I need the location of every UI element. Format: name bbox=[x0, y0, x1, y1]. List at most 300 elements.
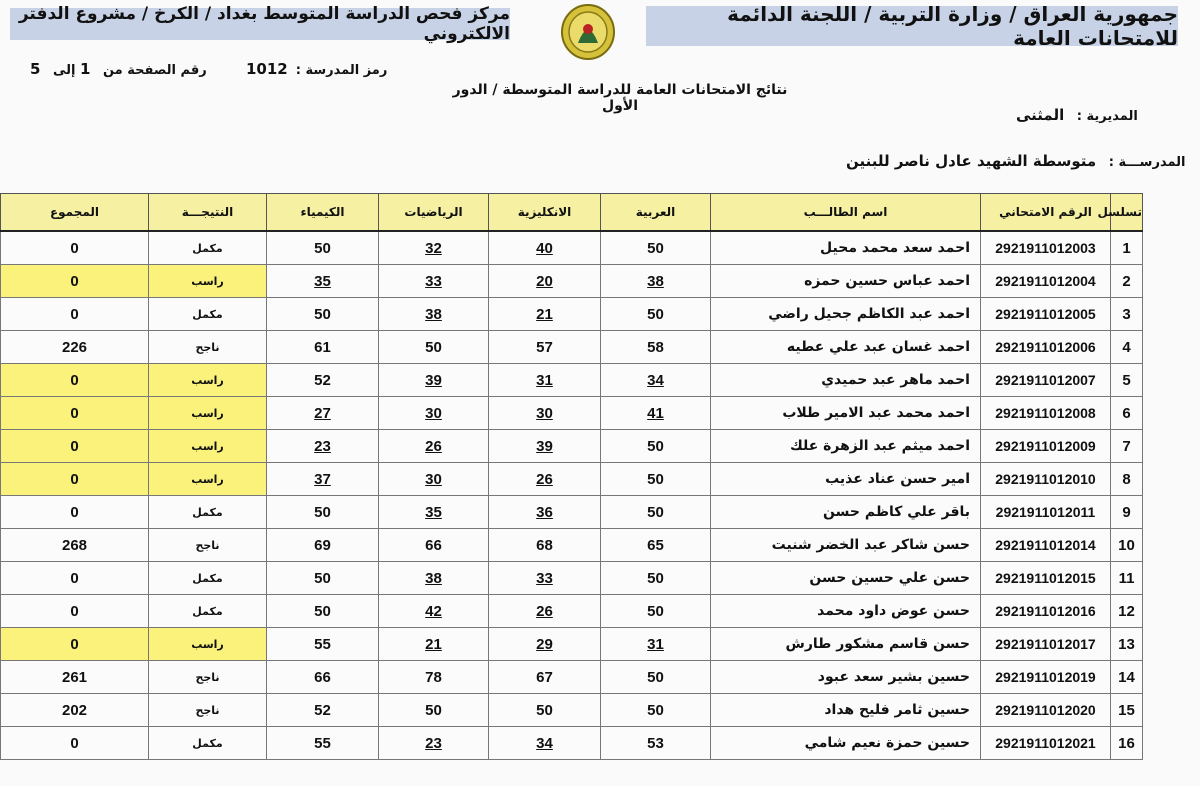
table-row bbox=[1, 628, 1143, 661]
row-arabic-score bbox=[601, 727, 711, 760]
row-arabic-score bbox=[601, 529, 711, 562]
row-exam-number bbox=[981, 430, 1111, 463]
row-arabic-score bbox=[601, 430, 711, 463]
row-result bbox=[149, 463, 267, 496]
row-result-text: مكمل bbox=[192, 604, 223, 618]
row-chemistry-score-text: 66 bbox=[314, 668, 331, 686]
school-code-value: 1012 bbox=[246, 60, 288, 78]
row-math-score-text: 42 bbox=[425, 602, 442, 620]
row-arabic-score-text: 38 bbox=[647, 272, 664, 290]
row-chemistry-score-text: 50 bbox=[314, 569, 331, 587]
row-math-score bbox=[379, 364, 489, 397]
row-arabic-score-text: 50 bbox=[647, 437, 664, 455]
row-chemistry-score bbox=[267, 496, 379, 529]
row-total bbox=[1, 364, 149, 397]
row-arabic-score bbox=[601, 562, 711, 595]
row-exam-number bbox=[981, 562, 1111, 595]
school bbox=[846, 152, 1186, 170]
row-student-name bbox=[711, 529, 981, 562]
row-english-score bbox=[489, 694, 601, 727]
row-result bbox=[149, 628, 267, 661]
row-seq-text: 9 bbox=[1122, 503, 1131, 521]
row-seq-text: 1 bbox=[1122, 239, 1131, 257]
row-total-text: 0 bbox=[70, 239, 79, 257]
row-exam-number-text: 2921911012019 bbox=[995, 669, 1096, 685]
page-from: 1 bbox=[80, 60, 91, 78]
row-result bbox=[149, 364, 267, 397]
row-math-score-text: 78 bbox=[425, 668, 442, 686]
row-arabic-score-text: 53 bbox=[647, 734, 664, 752]
row-arabic-score-text: 50 bbox=[647, 701, 664, 719]
row-math-score-text: 39 bbox=[425, 371, 442, 389]
row-english-score-text: 40 bbox=[536, 239, 553, 257]
page-number bbox=[30, 60, 207, 78]
row-chemistry-score bbox=[267, 231, 379, 265]
col-arabic: العربية bbox=[601, 194, 711, 232]
row-chemistry-score bbox=[267, 727, 379, 760]
row-student-name-text: احمد ماهر عبد حميدي bbox=[821, 372, 970, 388]
row-chemistry-score bbox=[267, 430, 379, 463]
row-arabic-score-text: 50 bbox=[647, 569, 664, 587]
school-code-label: رمز المدرسة : bbox=[295, 63, 388, 78]
row-seq bbox=[1111, 529, 1143, 562]
row-seq-text: 11 bbox=[1118, 569, 1135, 587]
row-arabic-score bbox=[601, 628, 711, 661]
table-row bbox=[1, 463, 1143, 496]
row-arabic-score bbox=[601, 595, 711, 628]
row-chemistry-score bbox=[267, 298, 379, 331]
republic-title: جمهورية العراق / وزارة التربية / اللجنة الدائمة للامتحانات العامة bbox=[646, 6, 1178, 46]
row-math-score-text: 38 bbox=[425, 305, 442, 323]
row-total-text: 0 bbox=[70, 305, 79, 323]
table-row bbox=[1, 397, 1143, 430]
row-arabic-score bbox=[601, 496, 711, 529]
table-row bbox=[1, 661, 1143, 694]
row-chemistry-score-text: 50 bbox=[314, 602, 331, 620]
row-student-name-text: احمد سعد محمد محيل bbox=[820, 240, 970, 256]
row-chemistry-score bbox=[267, 364, 379, 397]
row-result-text: ناجح bbox=[195, 538, 220, 552]
table-row bbox=[1, 298, 1143, 331]
page-label: رقم الصفحة من bbox=[102, 63, 207, 78]
row-math-score bbox=[379, 727, 489, 760]
row-result-text: مكمل bbox=[192, 241, 223, 255]
row-english-score bbox=[489, 397, 601, 430]
row-seq-text: 12 bbox=[1118, 602, 1135, 620]
row-arabic-score-text: 50 bbox=[647, 305, 664, 323]
row-seq bbox=[1111, 430, 1143, 463]
row-chemistry-score-text: 52 bbox=[314, 701, 331, 719]
row-student-name bbox=[711, 463, 981, 496]
row-seq bbox=[1111, 694, 1143, 727]
directorate-value: المثنى bbox=[1016, 106, 1065, 124]
row-arabic-score bbox=[601, 331, 711, 364]
row-result bbox=[149, 496, 267, 529]
row-seq-text: 14 bbox=[1118, 668, 1135, 686]
row-math-score bbox=[379, 661, 489, 694]
row-exam-number-text: 2921911012014 bbox=[995, 537, 1096, 553]
table-row bbox=[1, 265, 1143, 298]
page-to: 5 bbox=[30, 60, 41, 78]
row-math-score bbox=[379, 463, 489, 496]
row-chemistry-score-text: 23 bbox=[314, 437, 331, 455]
row-math-score bbox=[379, 331, 489, 364]
row-student-name bbox=[711, 331, 981, 364]
row-total bbox=[1, 529, 149, 562]
row-result bbox=[149, 727, 267, 760]
row-total bbox=[1, 298, 149, 331]
row-chemistry-score bbox=[267, 562, 379, 595]
row-chemistry-score bbox=[267, 694, 379, 727]
row-chemistry-score-text: 61 bbox=[314, 338, 331, 356]
row-total-text: 0 bbox=[70, 272, 79, 290]
row-english-score bbox=[489, 661, 601, 694]
row-arabic-score-text: 65 bbox=[647, 536, 664, 554]
row-arabic-score-text: 50 bbox=[647, 239, 664, 257]
row-result bbox=[149, 265, 267, 298]
row-exam-number-text: 2921911012005 bbox=[995, 306, 1096, 322]
row-english-score bbox=[489, 231, 601, 265]
row-student-name bbox=[711, 364, 981, 397]
row-math-score-text: 38 bbox=[425, 569, 442, 587]
row-total bbox=[1, 463, 149, 496]
row-chemistry-score-text: 50 bbox=[314, 239, 331, 257]
row-student-name bbox=[711, 727, 981, 760]
row-student-name bbox=[711, 298, 981, 331]
row-result-text: ناجح bbox=[195, 670, 220, 684]
row-english-score bbox=[489, 265, 601, 298]
row-exam-number-text: 2921911012007 bbox=[995, 372, 1096, 388]
row-english-score bbox=[489, 727, 601, 760]
row-result-text: مكمل bbox=[192, 571, 223, 585]
row-student-name-text: احمد عباس حسين حمزه bbox=[804, 273, 970, 289]
results-table bbox=[0, 193, 1143, 760]
row-english-score-text: 39 bbox=[536, 437, 553, 455]
row-arabic-score bbox=[601, 397, 711, 430]
row-student-name-text: حسن علي حسين حسن bbox=[809, 570, 970, 586]
row-chemistry-score bbox=[267, 463, 379, 496]
row-math-score-text: 32 bbox=[425, 239, 442, 257]
row-english-score-text: 50 bbox=[536, 701, 553, 719]
row-result bbox=[149, 430, 267, 463]
table-row bbox=[1, 562, 1143, 595]
row-math-score-text: 23 bbox=[425, 734, 442, 752]
row-arabic-score bbox=[601, 661, 711, 694]
row-english-score bbox=[489, 463, 601, 496]
row-exam-number bbox=[981, 628, 1111, 661]
row-chemistry-score-text: 35 bbox=[314, 272, 331, 290]
row-result bbox=[149, 562, 267, 595]
col-total: المجموع bbox=[1, 194, 149, 232]
row-student-name-text: امير حسن عناد عذيب bbox=[825, 471, 970, 487]
row-total-text: 0 bbox=[70, 635, 79, 653]
row-english-score bbox=[489, 364, 601, 397]
row-chemistry-score-text: 69 bbox=[314, 536, 331, 554]
row-result-text: راسب bbox=[191, 637, 224, 651]
row-exam-number bbox=[981, 463, 1111, 496]
table-row bbox=[1, 595, 1143, 628]
row-total bbox=[1, 231, 149, 265]
row-exam-number-text: 2921911012020 bbox=[995, 702, 1096, 718]
col-exam-number: الرقم الامتحاني bbox=[981, 194, 1111, 232]
row-arabic-score bbox=[601, 265, 711, 298]
row-math-score-text: 66 bbox=[425, 536, 442, 554]
row-arabic-score bbox=[601, 231, 711, 265]
row-student-name-text: احمد ميثم عبد الزهرة علك bbox=[789, 438, 970, 454]
row-math-score bbox=[379, 562, 489, 595]
row-exam-number-text: 2921911012006 bbox=[995, 339, 1096, 355]
row-seq bbox=[1111, 397, 1143, 430]
row-exam-number bbox=[981, 298, 1111, 331]
row-exam-number bbox=[981, 595, 1111, 628]
table-row bbox=[1, 430, 1143, 463]
row-exam-number-text: 2921911012004 bbox=[995, 273, 1096, 289]
row-exam-number bbox=[981, 265, 1111, 298]
row-chemistry-score-text: 27 bbox=[314, 404, 331, 422]
page-subtitle: نتائج الامتحانات العامة للدراسة المتوسطة / الدور الأول bbox=[452, 82, 788, 114]
row-english-score-text: 26 bbox=[536, 602, 553, 620]
row-exam-number bbox=[981, 727, 1111, 760]
row-english-score-text: 68 bbox=[536, 536, 553, 554]
row-total bbox=[1, 397, 149, 430]
row-result-text: مكمل bbox=[192, 505, 223, 519]
row-total-text: 0 bbox=[70, 371, 79, 389]
row-arabic-score-text: 58 bbox=[647, 338, 664, 356]
row-result-text: راسب bbox=[191, 274, 224, 288]
row-chemistry-score bbox=[267, 628, 379, 661]
row-seq bbox=[1111, 463, 1143, 496]
col-math: الرياضيات bbox=[379, 194, 489, 232]
row-seq-text: 10 bbox=[1118, 536, 1135, 554]
row-result bbox=[149, 298, 267, 331]
school-value: متوسطة الشهيد عادل ناصر للبنين bbox=[846, 152, 1097, 170]
row-arabic-score-text: 31 bbox=[647, 635, 664, 653]
row-student-name bbox=[711, 595, 981, 628]
row-result-text: مكمل bbox=[192, 736, 223, 750]
row-seq-text: 3 bbox=[1122, 305, 1131, 323]
row-math-score-text: 30 bbox=[425, 404, 442, 422]
row-student-name-text: حسن شاكر عبد الخضر شنيت bbox=[771, 537, 970, 553]
ministry-emblem-icon bbox=[560, 3, 616, 61]
row-total-text: 0 bbox=[70, 404, 79, 422]
table-row bbox=[1, 331, 1143, 364]
table-row bbox=[1, 694, 1143, 727]
row-exam-number-text: 2921911012015 bbox=[995, 570, 1096, 586]
row-math-score bbox=[379, 628, 489, 661]
row-result-text: مكمل bbox=[192, 307, 223, 321]
row-student-name bbox=[711, 231, 981, 265]
row-chemistry-score bbox=[267, 595, 379, 628]
row-arabic-score-text: 50 bbox=[647, 470, 664, 488]
row-chemistry-score-text: 55 bbox=[314, 734, 331, 752]
row-student-name-text: حسن قاسم مشكور طارش bbox=[785, 636, 970, 652]
row-result-text: ناجح bbox=[195, 340, 220, 354]
row-seq bbox=[1111, 231, 1143, 265]
col-english: الانكليزية bbox=[489, 194, 601, 232]
row-result bbox=[149, 331, 267, 364]
row-arabic-score bbox=[601, 463, 711, 496]
row-result-text: راسب bbox=[191, 373, 224, 387]
row-math-score-text: 33 bbox=[425, 272, 442, 290]
row-english-score bbox=[489, 298, 601, 331]
row-english-score-text: 31 bbox=[536, 371, 553, 389]
row-student-name-text: باقر علي كاظم حسن bbox=[823, 504, 970, 520]
row-math-score-text: 35 bbox=[425, 503, 442, 521]
row-result bbox=[149, 595, 267, 628]
row-student-name-text: احمد عبد الكاظم جحيل راضي bbox=[768, 306, 970, 322]
row-math-score bbox=[379, 298, 489, 331]
row-seq bbox=[1111, 364, 1143, 397]
row-total bbox=[1, 430, 149, 463]
row-exam-number bbox=[981, 496, 1111, 529]
row-chemistry-score-text: 55 bbox=[314, 635, 331, 653]
row-arabic-score-text: 41 bbox=[647, 404, 664, 422]
row-chemistry-score bbox=[267, 265, 379, 298]
row-exam-number-text: 2921911012008 bbox=[995, 405, 1096, 421]
results-body bbox=[1, 231, 1143, 760]
row-result bbox=[149, 661, 267, 694]
row-arabic-score bbox=[601, 298, 711, 331]
row-student-name-text: حسين بشير سعد عبود bbox=[817, 669, 970, 685]
row-english-score-text: 36 bbox=[536, 503, 553, 521]
row-english-score bbox=[489, 562, 601, 595]
row-total bbox=[1, 562, 149, 595]
table-row bbox=[1, 727, 1143, 760]
row-exam-number-text: 2921911012016 bbox=[995, 603, 1096, 619]
directorate bbox=[1016, 106, 1138, 124]
row-student-name-text: حسين حمزة نعيم شامي bbox=[804, 735, 970, 751]
row-student-name-text: حسين ثامر فليح هداد bbox=[824, 702, 970, 718]
row-chemistry-score bbox=[267, 529, 379, 562]
row-total bbox=[1, 661, 149, 694]
row-english-score bbox=[489, 430, 601, 463]
row-chemistry-score-text: 37 bbox=[314, 470, 331, 488]
row-arabic-score bbox=[601, 364, 711, 397]
row-seq bbox=[1111, 628, 1143, 661]
row-exam-number bbox=[981, 231, 1111, 265]
table-row bbox=[1, 529, 1143, 562]
row-total-text: 0 bbox=[70, 470, 79, 488]
row-math-score bbox=[379, 529, 489, 562]
row-chemistry-score-text: 50 bbox=[314, 305, 331, 323]
row-exam-number bbox=[981, 331, 1111, 364]
row-student-name-text: احمد محمد عبد الامير طلاب bbox=[782, 405, 970, 421]
row-total bbox=[1, 694, 149, 727]
row-total bbox=[1, 331, 149, 364]
row-exam-number-text: 2921911012017 bbox=[995, 636, 1096, 652]
row-english-score bbox=[489, 628, 601, 661]
row-math-score bbox=[379, 595, 489, 628]
row-student-name bbox=[711, 694, 981, 727]
row-seq-text: 8 bbox=[1122, 470, 1131, 488]
row-total bbox=[1, 265, 149, 298]
row-arabic-score bbox=[601, 694, 711, 727]
row-arabic-score-text: 50 bbox=[647, 503, 664, 521]
row-english-score-text: 20 bbox=[536, 272, 553, 290]
row-exam-number bbox=[981, 529, 1111, 562]
row-seq-text: 6 bbox=[1122, 404, 1131, 422]
row-total-text: 268 bbox=[61, 536, 88, 554]
row-seq bbox=[1111, 298, 1143, 331]
table-row bbox=[1, 231, 1143, 265]
row-result-text: راسب bbox=[191, 406, 224, 420]
row-english-score-text: 30 bbox=[536, 404, 553, 422]
row-arabic-score-text: 34 bbox=[647, 371, 664, 389]
row-math-score bbox=[379, 397, 489, 430]
row-seq bbox=[1111, 331, 1143, 364]
row-student-name bbox=[711, 661, 981, 694]
table-row bbox=[1, 496, 1143, 529]
row-total-text: 226 bbox=[61, 338, 88, 356]
row-chemistry-score bbox=[267, 397, 379, 430]
row-seq-text: 7 bbox=[1122, 437, 1131, 455]
row-seq-text: 13 bbox=[1118, 635, 1135, 653]
row-student-name bbox=[711, 562, 981, 595]
row-student-name bbox=[711, 430, 981, 463]
row-total-text: 0 bbox=[70, 437, 79, 455]
row-exam-number-text: 2921911012009 bbox=[995, 438, 1096, 454]
row-result bbox=[149, 397, 267, 430]
table-row bbox=[1, 364, 1143, 397]
row-seq bbox=[1111, 562, 1143, 595]
row-seq-text: 2 bbox=[1122, 272, 1131, 290]
row-result-text: ناجح bbox=[195, 703, 220, 717]
school-label: المدرســـة : bbox=[1108, 155, 1186, 170]
row-exam-number bbox=[981, 694, 1111, 727]
row-math-score-text: 50 bbox=[425, 701, 442, 719]
row-student-name-text: حسن عوض داود محمد bbox=[817, 603, 970, 619]
row-english-score-text: 33 bbox=[536, 569, 553, 587]
row-math-score-text: 21 bbox=[425, 635, 442, 653]
row-seq-text: 15 bbox=[1118, 701, 1135, 719]
center-title: مركز فحص الدراسة المتوسط بغداد / الكرخ / مشروع الدفتر الالكتروني bbox=[10, 8, 510, 40]
row-english-score bbox=[489, 595, 601, 628]
row-seq bbox=[1111, 661, 1143, 694]
row-arabic-score-text: 50 bbox=[647, 602, 664, 620]
col-result: النتيجـــة bbox=[149, 194, 267, 232]
row-exam-number bbox=[981, 397, 1111, 430]
row-chemistry-score bbox=[267, 661, 379, 694]
table-header-row bbox=[1, 194, 1143, 232]
row-math-score bbox=[379, 265, 489, 298]
row-exam-number bbox=[981, 661, 1111, 694]
row-total-text: 261 bbox=[61, 668, 88, 686]
row-english-score-text: 57 bbox=[536, 338, 553, 356]
row-english-score-text: 34 bbox=[536, 734, 553, 752]
row-result bbox=[149, 231, 267, 265]
page-to-label: إلى bbox=[52, 63, 76, 78]
row-chemistry-score-text: 52 bbox=[314, 371, 331, 389]
school-code bbox=[246, 60, 387, 78]
row-total bbox=[1, 628, 149, 661]
row-english-score-text: 26 bbox=[536, 470, 553, 488]
col-seq: تسلسل bbox=[1111, 194, 1143, 232]
row-seq bbox=[1111, 727, 1143, 760]
row-result-text: راسب bbox=[191, 439, 224, 453]
row-math-score bbox=[379, 694, 489, 727]
row-chemistry-score-text: 50 bbox=[314, 503, 331, 521]
row-math-score-text: 50 bbox=[425, 338, 442, 356]
row-math-score bbox=[379, 231, 489, 265]
row-result bbox=[149, 694, 267, 727]
row-seq bbox=[1111, 496, 1143, 529]
row-student-name-text: احمد غسان عبد علي عطيه bbox=[786, 339, 970, 355]
row-student-name bbox=[711, 265, 981, 298]
row-english-score bbox=[489, 529, 601, 562]
row-exam-number-text: 2921911012021 bbox=[995, 735, 1096, 751]
row-total bbox=[1, 496, 149, 529]
row-total-text: 0 bbox=[70, 734, 79, 752]
